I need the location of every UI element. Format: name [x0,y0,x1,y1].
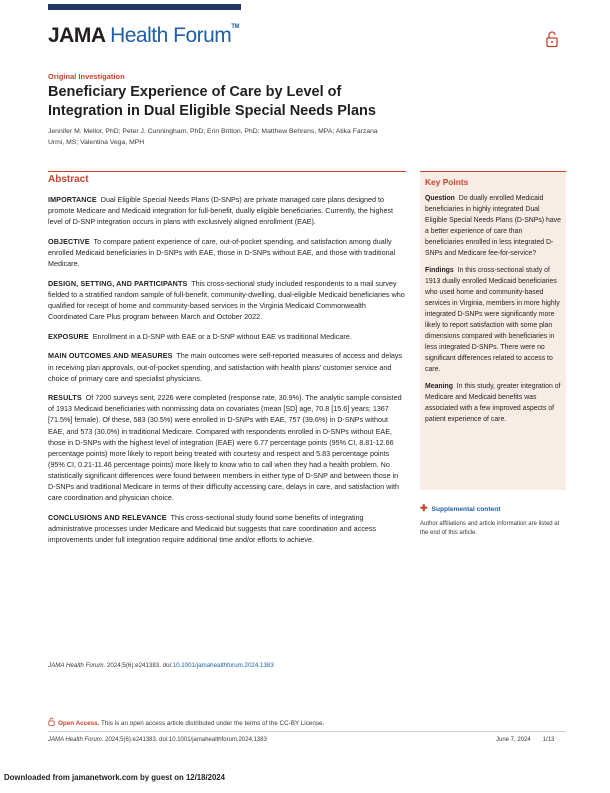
abstract-heading: Abstract [48,171,406,185]
abstract-outcomes [48,350,406,383]
footer-date-page [496,737,554,743]
section-label: DESIGN, SETTING, AND PARTICIPANTS [48,278,188,288]
key-point-label: Findings [425,266,454,274]
abstract-importance [48,194,406,227]
brand-trademark: TM [231,24,239,30]
open-access-label[interactable]: Open Access. [58,720,100,727]
key-point-label: Question [425,195,455,202]
section-text: This cross-sectional study included respondents to a mail survey fielded to a stratified random sample of full-benefit, community-dwelling, dual-eligible Medicaid beneficiaries who qualified for receipt of home and community-based services in the Virginia Medicaid Commonwealth Coordinated Care Plus program between March and October 2022. [48,278,405,322]
key-point-meaning [425,381,561,425]
article-type: Original Investigation [48,72,125,81]
page-number: 1/13 [542,737,555,743]
supplemental-content-link[interactable] [420,503,500,514]
section-text: To compare patient experience of care, out-of-pocket spending, and satisfaction among dually enrolled Medicaid beneficiaries in D-SNPs with EAE, those in D-SNPs without EAE, and those with traditional Medicare. [48,236,396,269]
citation-line [48,662,274,669]
footer-journal: JAMA Health Forum. [48,737,104,743]
abstract-results [48,392,406,503]
footer-ref: 2024;5(6):e241383. doi:10.1001/jamahealthforum.2024.1383 [103,737,267,743]
section-label: IMPORTANCE [48,195,97,204]
key-points-title: Key Points [425,177,469,187]
section-text: Dual Eligible Special Needs Plans (D-SNPs) are private managed care plans designed to promote Medicare and Medicaid integration for full-benefit, dually eligible beneficiaries. Currently, the highest level of D-SNP integration occurs in plans with exclusively aligned enrollment (EAE). [48,195,394,227]
section-text: This cross-sectional study found some benefits of integrating administrative processes under Medicare and Medicaid but suggests that care coordination and access improvements under full integration require additional time and/or efforts to achieve. [48,512,377,544]
key-points-box [420,171,566,490]
footer-date: June 7, 2024 [496,737,531,743]
footer-citation [48,737,267,743]
section-text: The main outcomes were self-reported measures of access and delays in receiving plan approvals, out-of-pocket spending, and satisfaction with health plans' customer service and choice of primary care and specialist physicians. [48,351,403,383]
download-note: Downloaded from jamanetwork.com by guest on 12/18/2024 [4,773,225,782]
brand-left: JAMA [48,24,105,47]
section-label: EXPOSURE [48,331,89,341]
open-lock-icon [545,30,559,48]
supplemental-label: Supplemental content [431,506,501,513]
brand-right: Health Forum [110,24,232,47]
section-label: RESULTS [48,393,82,403]
section-label: MAIN OUTCOMES AND MEASURES [48,351,173,361]
affiliations-note: Author affiliations and article information are listed at the end of this article. [420,521,560,536]
journal-logo[interactable] [48,24,239,48]
footer-divider [48,731,566,732]
section-label: CONCLUSIONS AND RELEVANCE [48,512,167,522]
citation-journal: JAMA Health Forum. [48,662,106,669]
plus-icon: ✚ [420,503,428,513]
section-text: Of 7200 surveys sent, 2226 were completed (response rate, 30.9%). The analytic sample consisted of 1913 Medicaid beneficiaries with nonmissing data on covariates (mean [SD] age, 70.8 [15.6] years; 1367 [71.5%] female). Of these, 583 (30.5%) were enrolled in D-SNPs with EAE, 757 (39.6%) in D-SNPs without EAE, and 573 (30.0%) in traditional Medicare. Compared with respondents enrolled in D-SNPs without EAE, those in D-SNPs with the highest level of integration (EAE) were 6.77 percentage points (95% CI, 8.81-12.66 percentage points) more likely to report being treated with courtesy and respect and 5.83 percentage points (95% CI, 0.21-11.46 percentage points) more likely to know who to call when they had a health problem. No statistically significant differences were found between members in either type of D-SNP and between those in D-SNPs and traditional Medicare in terms of their difficulty accessing care, delays in care, and satisfaction with care coordination and physician choice. [48,393,402,503]
citation-ref: 2024;5(6):e241383. doi: [105,662,173,669]
key-point-label: Meaning [425,382,453,390]
open-access-statement [48,717,324,727]
abstract-exposure [48,331,406,342]
author-list: Jennifer M. Mellor, PhD; Peter J. Cunningham, PhD; Erin Britton, PhD; Matthew Behrens, MPA; Atika Farzana Urmi, MS; Valentina Vega, MPH [48,128,378,146]
key-point-text: In this study, greater integration of Medicare and Medicaid benefits was associated with a few improved aspects of patient experience of care. [425,382,561,423]
abstract-objective [48,236,406,269]
key-point-findings [425,265,561,376]
abstract-body [48,194,406,554]
doi-link[interactable]: 10.1001/jamahealthforum.2024.1383 [172,662,274,669]
key-point-text: Do dually enrolled Medicaid beneficiaries in highly integrated Dual Eligible Special Needs Plans (D-SNPs) have a better experience of care than beneficiaries enrolled in less integrated D-SNPs and Medicare fee-for-service? [425,195,561,258]
open-access-text: This is an open access article distributed under the terms of the CC-BY License. [99,720,325,727]
abstract-design [48,278,406,322]
open-access-lock-icon [48,717,55,726]
section-text: Enrollment in a D-SNP with EAE or a D-SNP without EAE vs traditional Medicare. [92,331,352,341]
header-top-bar [48,4,241,10]
section-label: OBJECTIVE [48,236,90,246]
key-point-text: In this cross-sectional study of 1913 dually enrolled Medicaid beneficiaries who used home and community-based services in Virginia, members in more highly integrated D-SNPs were significantly more likely to report satisfaction with some plan dimensions compared with beneficiaries in less integrated D-SNPs. There were no significant differences related to access to care. [425,266,560,374]
key-point-question [425,193,561,260]
article-title: Beneficiary Experience of Care by Level of Integration in Dual Eligible Special Needs Plans [48,84,376,119]
abstract-conclusions [48,512,406,545]
